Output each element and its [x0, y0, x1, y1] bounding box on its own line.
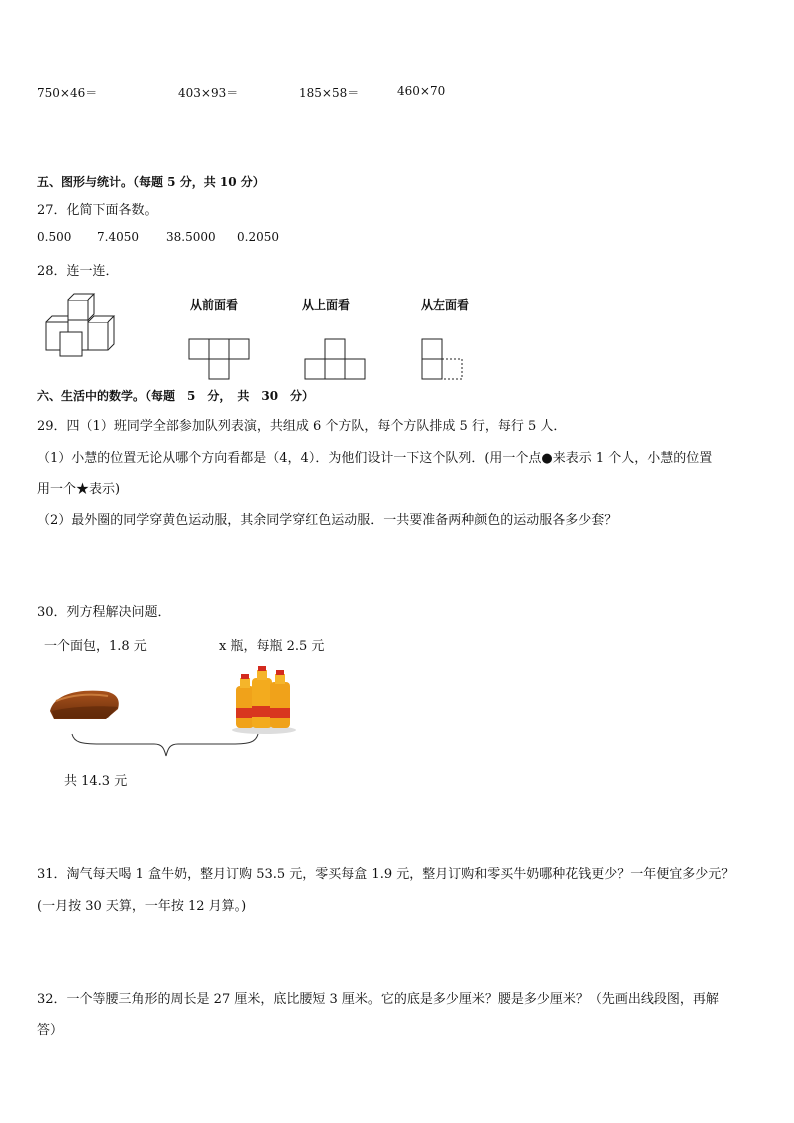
q32-line1: 32．一个等腰三角形的周长是 27 厘米，底比腰短 3 厘米。它的底是多少厘米？腰是多少厘米？（先画出线段图，再解: [37, 992, 719, 1007]
bottle-label: x 瓶，每瓶 2.5 元: [219, 639, 325, 654]
calc-item-1: 750×46＝: [37, 86, 98, 100]
q27-number-3: 38.5000: [166, 230, 216, 244]
calc-item-2: 403×93＝: [178, 86, 239, 100]
q29-text: 29．四（1）班同学全部参加队列表演，共组成 6 个方队，每个方队排成 5 行，每行 5 人．: [37, 419, 567, 434]
section-5-title: 五、图形与统计。（每题 5 分，共 10 分）: [37, 175, 265, 189]
view-label-top: 从上面看: [302, 298, 351, 312]
q27-number-1: 0.500: [37, 230, 72, 244]
q27-number-4: 0.2050: [237, 230, 279, 244]
bread-image: [46, 687, 122, 723]
section-6-title: 六、生活中的数学。（每题 5 分， 共 30 分）: [37, 389, 315, 403]
top-view-shape: [304, 338, 368, 382]
cube-stack-figure: [44, 294, 124, 356]
q28-text: 28．连一连．: [37, 264, 119, 279]
total-label: 共 14.3 元: [64, 774, 128, 789]
front-view-shape: [188, 338, 252, 382]
q27-text: 27．化简下面各数。: [37, 203, 158, 218]
q30-text: 30．列方程解决问题．: [37, 605, 171, 620]
q31-line2: (一月按 30 天算，一年按 12 月算。): [37, 899, 247, 914]
view-label-front: 从前面看: [190, 298, 239, 312]
q31-line1: 31．淘气每天喝 1 盒牛奶，整月订购 53.5 元，零买每盒 1.9 元，整月订购和零买牛奶哪种花钱更少？一年便宜多少元？: [37, 867, 735, 882]
calc-item-3: 185×58＝: [299, 86, 360, 100]
juice-bottles-image: [230, 664, 298, 734]
bread-label: 一个面包，1.8 元: [44, 639, 147, 654]
calc-item-4: 460×70: [397, 84, 446, 98]
q27-number-2: 7.4050: [97, 230, 139, 244]
left-view-shape: [421, 338, 465, 382]
q32-line2: 答）: [37, 1023, 64, 1038]
q29-part2: （2）最外圈的同学穿黄色运动服，其余同学穿红色运动服．一共要准备两种颜色的运动服各多少套？: [37, 513, 618, 528]
q29-part1-line2: 用一个★表示): [37, 482, 121, 497]
total-brace: [70, 732, 260, 760]
view-label-left: 从左面看: [421, 298, 470, 312]
q29-part1-line1: （1）小慧的位置无论从哪个方向看都是（4，4）．为他们设计一下这个队列．(用一个点●来表示 1 个人，小慧的位置: [37, 451, 713, 466]
